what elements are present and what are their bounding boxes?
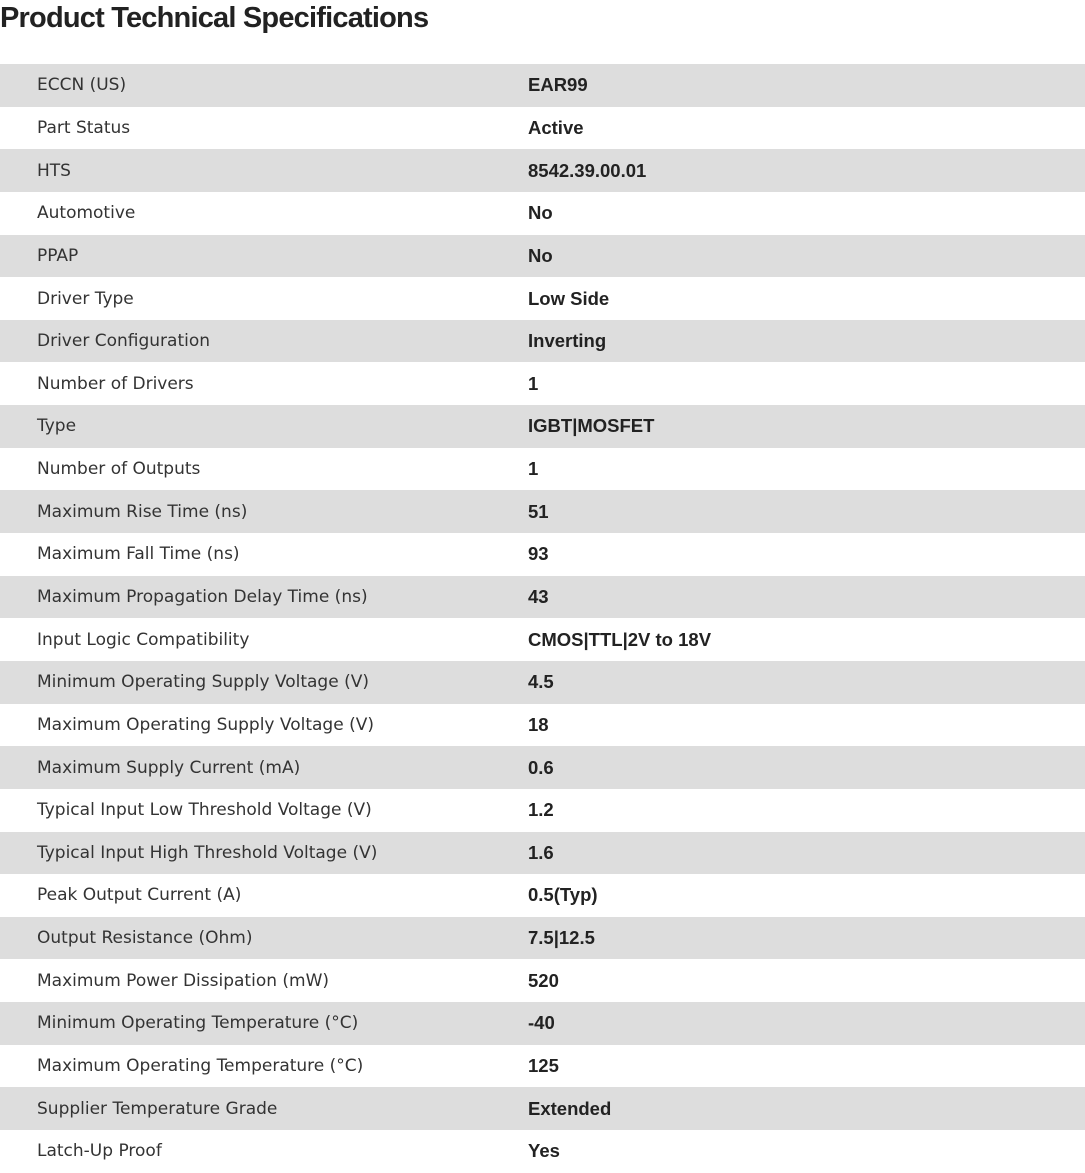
spec-value: No bbox=[528, 244, 553, 266]
spec-value: 0.6 bbox=[528, 756, 554, 778]
spec-value: 8542.39.00.01 bbox=[528, 159, 647, 181]
spec-name: Minimum Operating Supply Voltage (V) bbox=[37, 672, 369, 693]
table-row bbox=[0, 959, 1085, 1002]
spec-name: Maximum Propagation Delay Time (ns) bbox=[37, 587, 368, 607]
table-row bbox=[0, 1045, 1085, 1088]
table-row bbox=[0, 107, 1085, 150]
table-row bbox=[0, 277, 1085, 320]
spec-name: Typical Input High Threshold Voltage (V) bbox=[37, 842, 378, 863]
table-row bbox=[0, 320, 1085, 363]
spec-name: Latch-Up Proof bbox=[37, 1141, 162, 1162]
table-row bbox=[0, 1002, 1085, 1045]
table-row bbox=[0, 917, 1085, 960]
spec-value: 1 bbox=[528, 458, 539, 480]
spec-name: Automotive bbox=[37, 203, 136, 224]
table-row bbox=[0, 149, 1085, 192]
table-row bbox=[0, 1087, 1085, 1130]
spec-name: Driver Configuration bbox=[37, 331, 211, 352]
spec-value: IGBT|MOSFET bbox=[528, 415, 655, 437]
spec-value: 18 bbox=[528, 713, 549, 735]
spec-value: EAR99 bbox=[528, 74, 588, 96]
spec-value: 1 bbox=[528, 372, 539, 394]
table-row bbox=[0, 1130, 1085, 1173]
spec-value: CMOS|TTL|2V to 18V bbox=[528, 628, 712, 650]
spec-value: 125 bbox=[528, 1055, 559, 1077]
spec-name: Type bbox=[37, 416, 77, 437]
spec-table-body bbox=[0, 64, 1085, 1173]
spec-name: Driver Type bbox=[37, 288, 134, 309]
spec-value: Low Side bbox=[528, 287, 610, 309]
spec-name: Maximum Fall Time (ns) bbox=[37, 544, 240, 565]
table-row bbox=[0, 362, 1085, 405]
spec-name: Maximum Operating Supply Voltage (V) bbox=[37, 714, 374, 735]
spec-value: 1.2 bbox=[528, 799, 554, 821]
spec-value: 520 bbox=[528, 969, 559, 991]
spec-name: Typical Input Low Threshold Voltage (V) bbox=[37, 800, 372, 821]
spec-value: Inverting bbox=[528, 330, 607, 352]
table-row bbox=[0, 661, 1085, 704]
table-row bbox=[0, 405, 1085, 448]
spec-name: Supplier Temperature Grade bbox=[37, 1098, 278, 1119]
spec-value: 1.6 bbox=[528, 841, 554, 863]
spec-value: 7.5|12.5 bbox=[528, 927, 595, 949]
spec-name: Input Logic Compatibility bbox=[37, 629, 250, 650]
spec-name: Peak Output Current (A) bbox=[37, 885, 242, 906]
spec-value: 0.5(Typ) bbox=[528, 884, 598, 906]
table-row bbox=[0, 832, 1085, 875]
spec-value: 93 bbox=[528, 543, 549, 565]
spec-value: 51 bbox=[528, 500, 549, 522]
spec-name: PPAP bbox=[37, 245, 79, 266]
spec-value: No bbox=[528, 202, 553, 224]
table-row bbox=[0, 448, 1085, 491]
table-row bbox=[0, 64, 1085, 107]
spec-name: Maximum Power Dissipation (mW) bbox=[37, 970, 330, 991]
spec-value: Active bbox=[528, 116, 584, 138]
spec-name: Minimum Operating Temperature (°C) bbox=[37, 1013, 359, 1034]
table-row bbox=[0, 490, 1085, 533]
spec-value: 4.5 bbox=[528, 671, 554, 693]
spec-name: ECCN (US) bbox=[37, 75, 127, 96]
table-row bbox=[0, 874, 1085, 917]
page-title: Product Technical Specifications bbox=[0, 2, 429, 34]
spec-name: Output Resistance (Ohm) bbox=[37, 928, 253, 949]
spec-name: Maximum Supply Current (mA) bbox=[37, 757, 301, 778]
table-row bbox=[0, 746, 1085, 789]
spec-name: Maximum Rise Time (ns) bbox=[37, 501, 248, 522]
table-row bbox=[0, 704, 1085, 747]
table-row bbox=[0, 618, 1085, 661]
table-row bbox=[0, 576, 1085, 619]
spec-table bbox=[0, 64, 1085, 1173]
table-row bbox=[0, 789, 1085, 832]
spec-name: Maximum Operating Temperature (°C) bbox=[37, 1056, 364, 1077]
spec-name: HTS bbox=[37, 160, 71, 181]
spec-value: 43 bbox=[528, 586, 549, 607]
spec-value: -40 bbox=[528, 1012, 555, 1034]
spec-value: Extended bbox=[528, 1097, 612, 1119]
table-row bbox=[0, 533, 1085, 576]
table-row bbox=[0, 235, 1085, 278]
spec-value: Yes bbox=[528, 1140, 560, 1162]
spec-name: Number of Outputs bbox=[37, 459, 201, 480]
spec-name: Number of Drivers bbox=[37, 373, 194, 394]
spec-name: Part Status bbox=[37, 117, 131, 138]
table-row bbox=[0, 192, 1085, 235]
